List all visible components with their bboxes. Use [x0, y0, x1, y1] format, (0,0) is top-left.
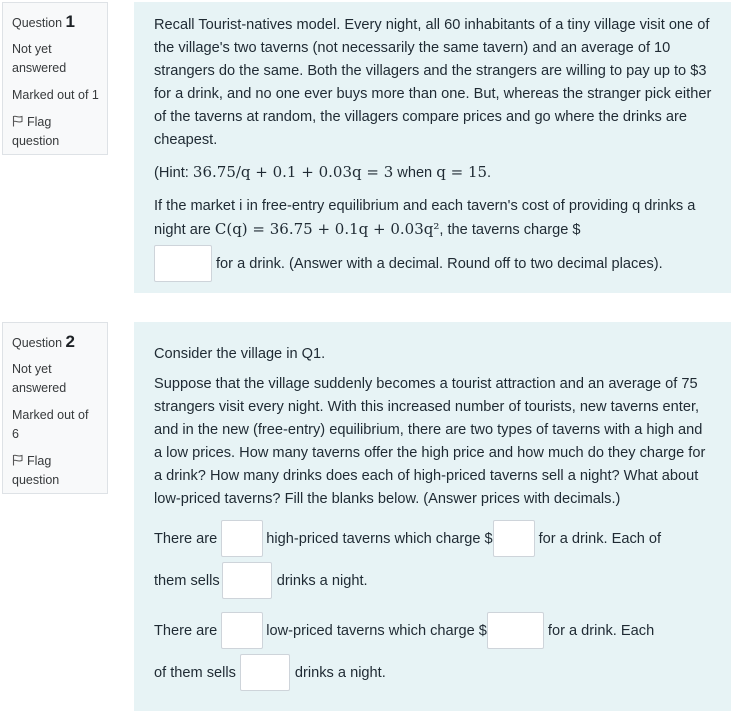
- high-text-5: drinks a night.: [276, 572, 368, 589]
- hint-q-value: q = 15: [436, 163, 488, 181]
- question-number-value: 1: [65, 12, 75, 31]
- question-label: Question: [12, 16, 63, 30]
- low-text-4: of them sells: [154, 664, 236, 681]
- question-1-content: [134, 2, 731, 293]
- question-number-value: 2: [65, 332, 75, 351]
- high-price-line-2: [154, 562, 713, 599]
- question-intro: Consider the village in Q1.: [154, 346, 326, 362]
- state-line-2: answered: [12, 381, 67, 395]
- low-count-input[interactable]: [221, 612, 263, 649]
- question-grade: [12, 406, 107, 444]
- low-drinks-input[interactable]: [240, 654, 290, 691]
- state-line-1: Not yet: [12, 42, 52, 56]
- cost-function: C(q) = 36.75 + 0.1q + 0.03q²: [214, 220, 440, 238]
- low-text-2: low-priced taverns which charge $: [266, 622, 487, 639]
- hint: [154, 161, 713, 185]
- question-1-info: [2, 2, 108, 155]
- high-price-line-1: [154, 520, 713, 557]
- hint-equation: 36.75/q + 0.1 + 0.03q = 3: [192, 163, 394, 181]
- state-line-1: Not yet: [12, 362, 52, 376]
- flag-question-button[interactable]: [12, 113, 107, 151]
- question-2-info: [2, 322, 108, 494]
- flag-label: Flag: [27, 454, 52, 468]
- answer-input[interactable]: [154, 245, 212, 282]
- flag-label-2: question: [12, 473, 60, 487]
- high-text-1: There are: [154, 530, 218, 547]
- hint-mid: when: [393, 165, 437, 181]
- low-text-1: There are: [154, 622, 218, 639]
- question-body: Suppose that the village suddenly becomes a tourist attraction and an average of 75 strangers visit every night. With this increased number of tourists, new taverns enter, and in the new (free-entry) equilibrium, there are two types of taverns with a high and a low prices. How many taverns offer the high price and how much do they charge for a drink? How many drinks does each of high-priced taverns sell a night? What about low-priced taverns? Fill the blanks below. (Answer prices with decimals.): [154, 376, 706, 507]
- question-text-1: If the market i in free-entry equilibrium and each tavern's cost of providing q drinks a night are: [154, 198, 696, 238]
- flag-icon: [12, 453, 23, 465]
- state-line-2: answered: [12, 61, 67, 75]
- high-text-2: high-priced taverns which charge $: [266, 530, 493, 547]
- high-count-input[interactable]: [221, 520, 263, 557]
- question-text-2: , the taverns charge $: [439, 222, 581, 238]
- low-price-input[interactable]: [487, 612, 544, 649]
- high-text-3: for a drink. Each of: [538, 530, 662, 547]
- question-number: [12, 333, 107, 350]
- answer-line: [154, 245, 713, 282]
- flag-question-button[interactable]: [12, 452, 107, 490]
- grade-line-1: Marked out of: [12, 408, 89, 422]
- low-price-line-1: [154, 612, 713, 649]
- hint-prefix: (Hint:: [154, 165, 193, 181]
- low-price-line-2: [154, 654, 713, 691]
- grade-line-2: 6: [12, 427, 19, 441]
- question-state: [12, 360, 107, 398]
- low-text-5: drinks a night.: [294, 664, 386, 681]
- question-grade: Marked out of 1: [12, 88, 99, 102]
- high-text-4: them sells: [154, 572, 220, 589]
- high-price-input[interactable]: [493, 520, 535, 557]
- question-intro: Recall Tourist-natives model. Every night, all 60 inhabitants of a tiny village visit one of the village's two taverns (not necessarily the same tavern) and an average of 10 strangers do the same. Both the villagers and the strangers are willing to pay up to $3 for a drink, and no one ever buys more than one. But, whereas the stranger pick either of the taverns at random, the villagers compare prices and go where the drinks are cheapest.: [154, 17, 712, 148]
- low-text-3: for a drink. Each: [547, 622, 655, 639]
- question-label: Question: [12, 336, 63, 350]
- answer-suffix: for a drink. (Answer with a decimal. Round off to two decimal places).: [216, 255, 663, 272]
- question-2-content: [134, 322, 731, 711]
- flag-label-2: question: [12, 134, 60, 148]
- hint-end: .: [487, 165, 492, 181]
- question-state: [12, 40, 107, 78]
- flag-icon: [12, 114, 23, 126]
- high-drinks-input[interactable]: [222, 562, 272, 599]
- question-number: [12, 13, 107, 30]
- question-text: [154, 195, 713, 242]
- flag-label: Flag: [27, 115, 52, 129]
